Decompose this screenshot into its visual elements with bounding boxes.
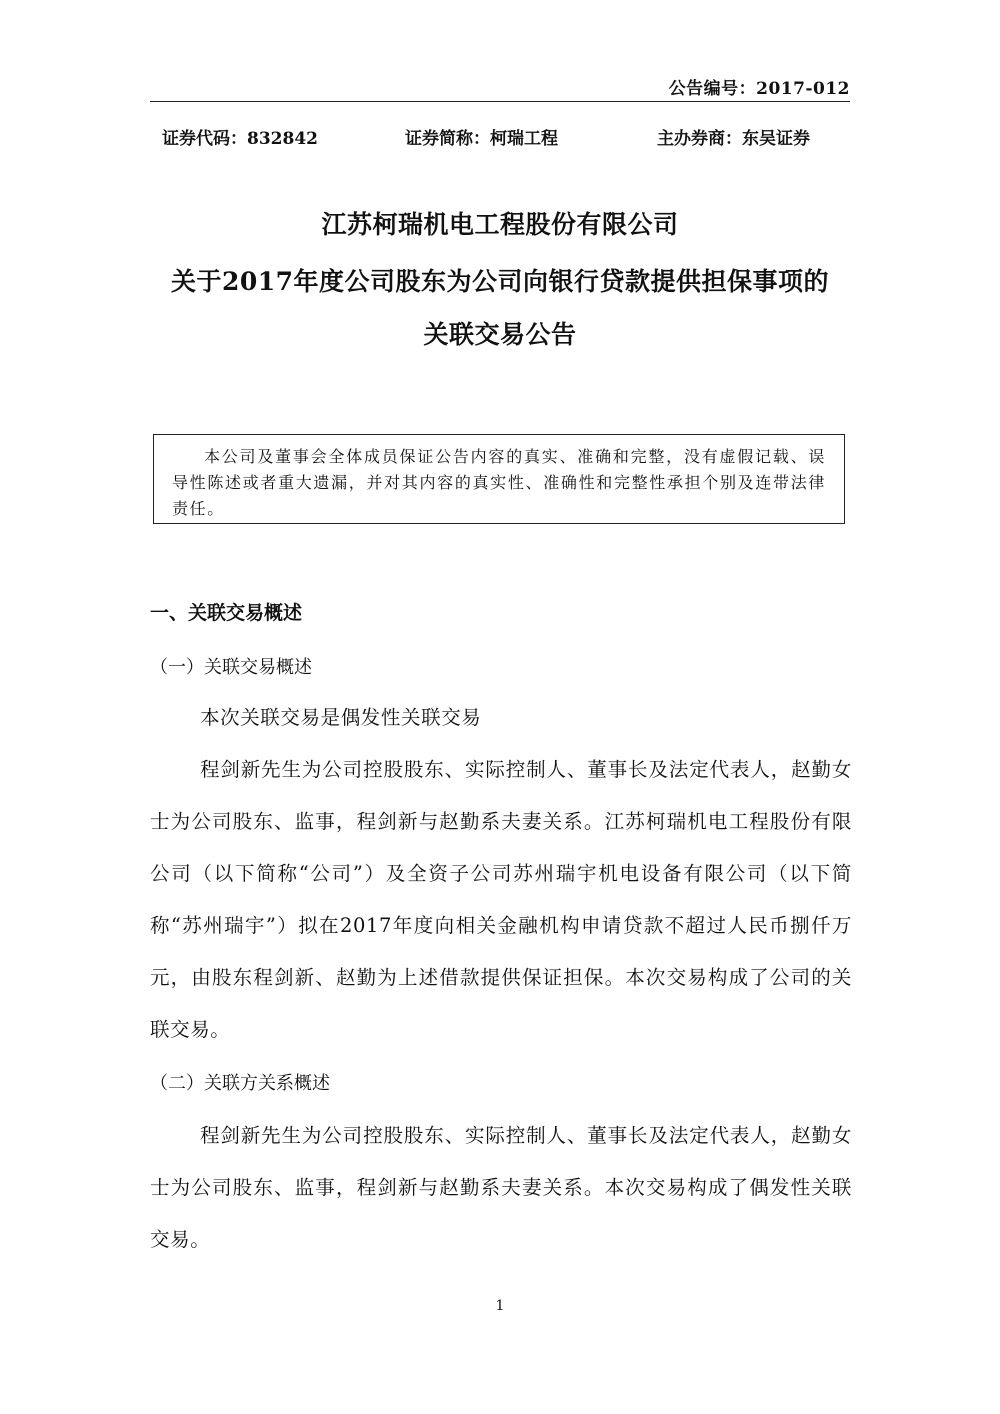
subsection-heading: （二）关联方关系概述 <box>150 1073 330 1094</box>
section-heading: 一、关联交易概述 <box>150 602 303 624</box>
sponsor-broker: 主办券商：东吴证券 <box>657 129 810 149</box>
notice-number: 公告编号：2017-012 <box>668 79 850 99</box>
paragraph: 本次关联交易是偶发性关联交易 <box>200 706 482 729</box>
company-title: 江苏柯瑞机电工程股份有限公司 <box>321 210 679 239</box>
securities-abbreviation: 证券简称：柯瑞工程 <box>405 129 558 149</box>
paragraph: 程剑新先生为公司控股股东、实际控制人、董事长及法定代表人，赵勤女士为公司股东、监事，程剑新与赵勤系夫妻关系。本次交易构成了偶发性关联交易。 <box>150 1124 852 1251</box>
paragraph: 程剑新先生为公司控股股东、实际控制人、董事长及法定代表人，赵勤女士为公司股东、监事，程剑新与赵勤系夫妻关系。江苏柯瑞机电工程股份有限公司（以下简称“公司”）及全资子公司苏州瑞宇机电设备有限公司（以下简称“苏州瑞宇”）拟在2017年度向相关金融机构申请贷款不超过人民币捌仟万元，由股东程剑新、赵勤为上述借款提供保证担保。本次交易构成了公司的关联交易。 <box>150 758 852 1041</box>
disclaimer-box: 本公司及董事会全体成员保证公告内容的真实、准确和完整，没有虚假记载、误导性陈述或者重大遗漏，并对其内容的真实性、准确性和完整性承担个别及连带法律责任。 <box>153 434 845 524</box>
subsection-heading: （一）关联交易概述 <box>150 657 312 678</box>
page-number: 1 <box>495 1298 505 1314</box>
header-divider <box>150 101 850 102</box>
announcement-title: 关于2017年度公司股东为公司向银行贷款提供担保事项的 <box>170 267 830 296</box>
announcement-title-cont: 关联交易公告 <box>423 320 577 349</box>
securities-code: 证券代码：832842 <box>162 129 318 149</box>
